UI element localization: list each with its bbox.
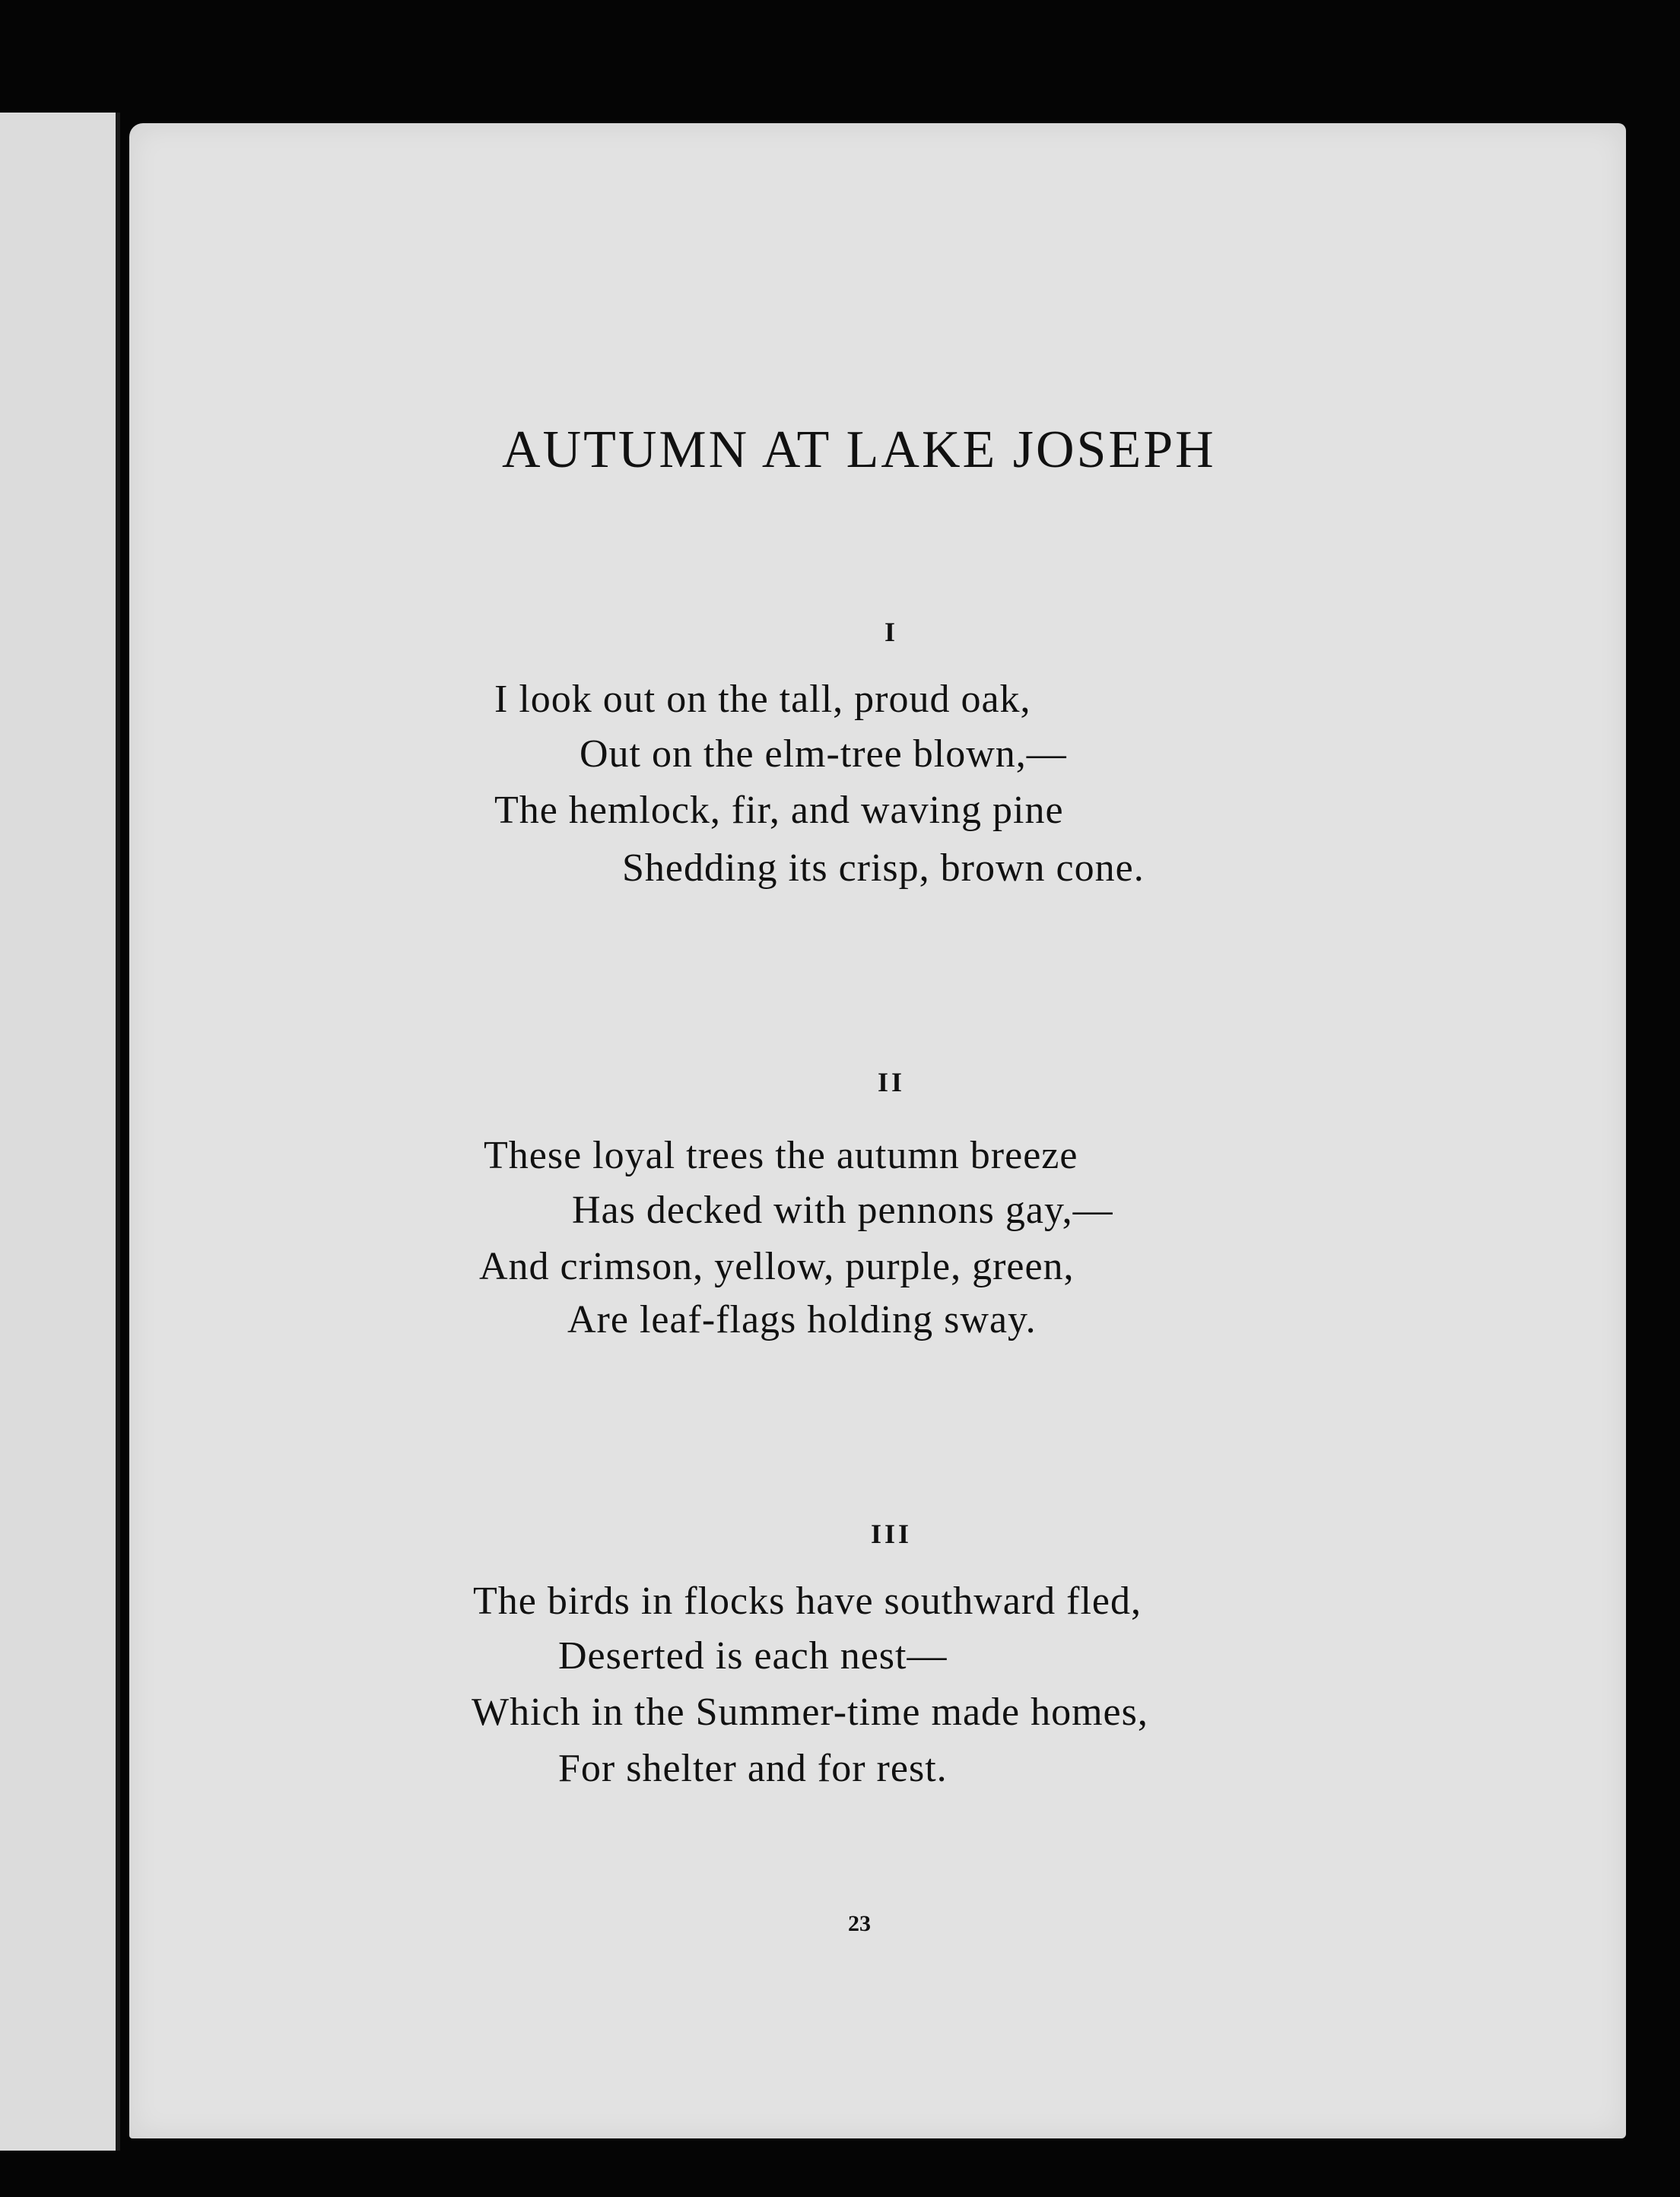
stanza-number: III (870, 1519, 913, 1549)
poem-line: Are leaf-flags holding sway. (567, 1298, 1037, 1341)
poem-line: Deserted is each nest— (558, 1634, 948, 1678)
poem-line: Has decked with pennons gay,— (572, 1189, 1113, 1232)
poem-line: Which in the Summer-time made homes, (472, 1691, 1148, 1734)
poem-line: Shedding its crisp, brown cone. (622, 846, 1145, 890)
stanza-number: I (884, 617, 898, 647)
poem-title: AUTUMN AT LAKE JOSEPH (502, 420, 1216, 479)
poem-line: Out on the elm-tree blown,— (580, 732, 1067, 776)
poem-line: For shelter and for rest. (558, 1747, 948, 1790)
poem-line: The birds in flocks have southward fled, (473, 1579, 1142, 1623)
facing-page-edge (0, 113, 120, 2151)
poem-line: And crimson, yellow, purple, green, (479, 1245, 1075, 1288)
poem-line: These loyal trees the autumn breeze (484, 1134, 1078, 1177)
poem-line: I look out on the tall, proud oak, (494, 678, 1031, 721)
page-number: 23 (848, 1911, 871, 1936)
poem-line: The hemlock, fir, and waving pine (494, 789, 1064, 832)
stanza-number: II (877, 1067, 906, 1097)
